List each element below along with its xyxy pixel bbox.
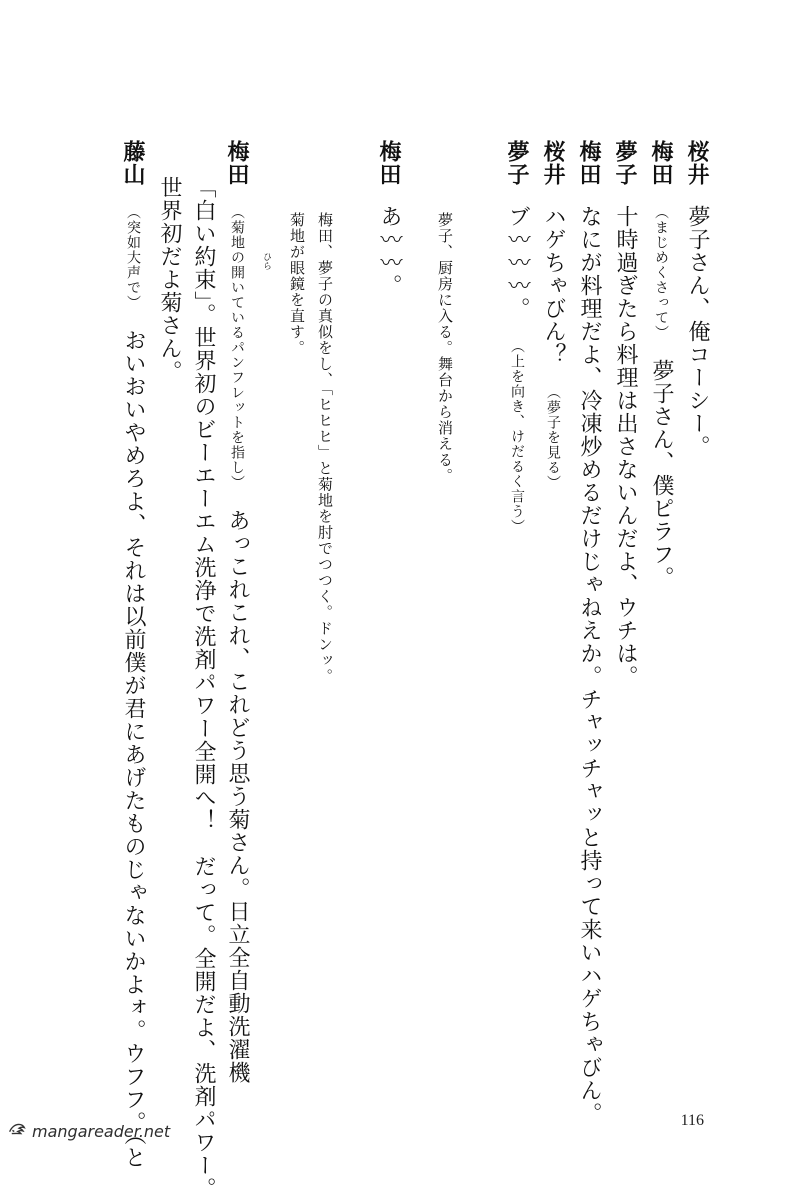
- dialogue-column-3: [606, 140, 636, 688]
- dialogue-text: ブ〰〰〰。: [505, 205, 530, 320]
- stage-direction-1: 夢子、厨房に入る。舞台から消える。: [436, 212, 454, 484]
- dialogue-column-5: [534, 140, 564, 490]
- stage-direction-2: 梅田、夢子の真似をし、「ヒヒヒ」と菊地を肘でつつく。ドンッ。: [316, 212, 334, 685]
- dialogue-text: おいおいやめろよ、それは以前僕が君にあげたものじゃないかよォ。ウフフ。（と: [121, 329, 146, 1169]
- speaker-name: 桜井: [684, 140, 710, 186]
- stage-direction-suffix: （夢子を見る）: [545, 385, 561, 490]
- stage-direction-3: 菊地が眼鏡を直す。: [288, 212, 306, 356]
- dialogue-text: 夢子さん、俺コーシー。: [685, 205, 710, 458]
- dialogue-text: 世界初だよ菊さん。: [157, 176, 182, 383]
- speaker-name: 藤山: [120, 140, 146, 186]
- speaker-name: 梅田: [224, 140, 250, 186]
- dialogue-text: 十時過ぎたら料理は出さないんだよ、ウチは。: [613, 205, 638, 688]
- stage-direction-prefix: （まじめくさって）: [653, 205, 669, 340]
- dialogue-text: なにが料理だよ、冷凍炒めるだけじゃねえか。チャッチャッと持って来いハゲちゃびん。: [577, 205, 602, 1125]
- dialogue-text: ハゲちゃびん？: [541, 205, 566, 366]
- speaker-name: 梅田: [376, 140, 402, 186]
- dialogue-column-1: [678, 140, 708, 458]
- dialogue-text: 夢子さん、僕ピラフ。: [649, 359, 674, 589]
- stage-direction-prefix: （突如大声で）: [125, 205, 141, 310]
- watermark-text: mangareader.net: [32, 1121, 171, 1141]
- speaker-name: 夢子: [504, 140, 530, 186]
- dialogue-column-7: [370, 140, 400, 297]
- stage-direction-suffix: （上を向き、けだるく言う）: [509, 339, 525, 534]
- dialogue-text: 「白い約束」。世界初のビーエーエム洗浄で洗剤パワー全開へ！ だって。全開だよ、洗剤パワー。: [191, 176, 216, 1200]
- dialogue-text: あ〰〰。: [377, 205, 402, 297]
- watermark-icon: [6, 1118, 28, 1144]
- watermark: [6, 1118, 170, 1144]
- dialogue-text: あっこれこれ、これどう思う菊さん。日立全自動洗濯機: [225, 509, 250, 1084]
- speaker-name: 桜井: [540, 140, 566, 186]
- dialogue-column-2: [642, 140, 672, 589]
- continuation-column-1: [192, 176, 214, 1200]
- dialogue-column-6: [498, 140, 528, 534]
- speaker-name: 夢子: [612, 140, 638, 186]
- speaker-name: 梅田: [576, 140, 602, 186]
- page-number: 116: [680, 1112, 704, 1129]
- dialogue-column-9: [114, 140, 144, 1169]
- dialogue-column-4: [570, 140, 600, 1125]
- stage-direction-prefix: （菊地の開いているパンフレットを指し）: [229, 205, 245, 490]
- ruby-annotation: ひら: [261, 252, 271, 270]
- dialogue-column-8: [218, 140, 248, 1084]
- speaker-name: 梅田: [648, 140, 674, 186]
- continuation-column-2: [158, 176, 180, 383]
